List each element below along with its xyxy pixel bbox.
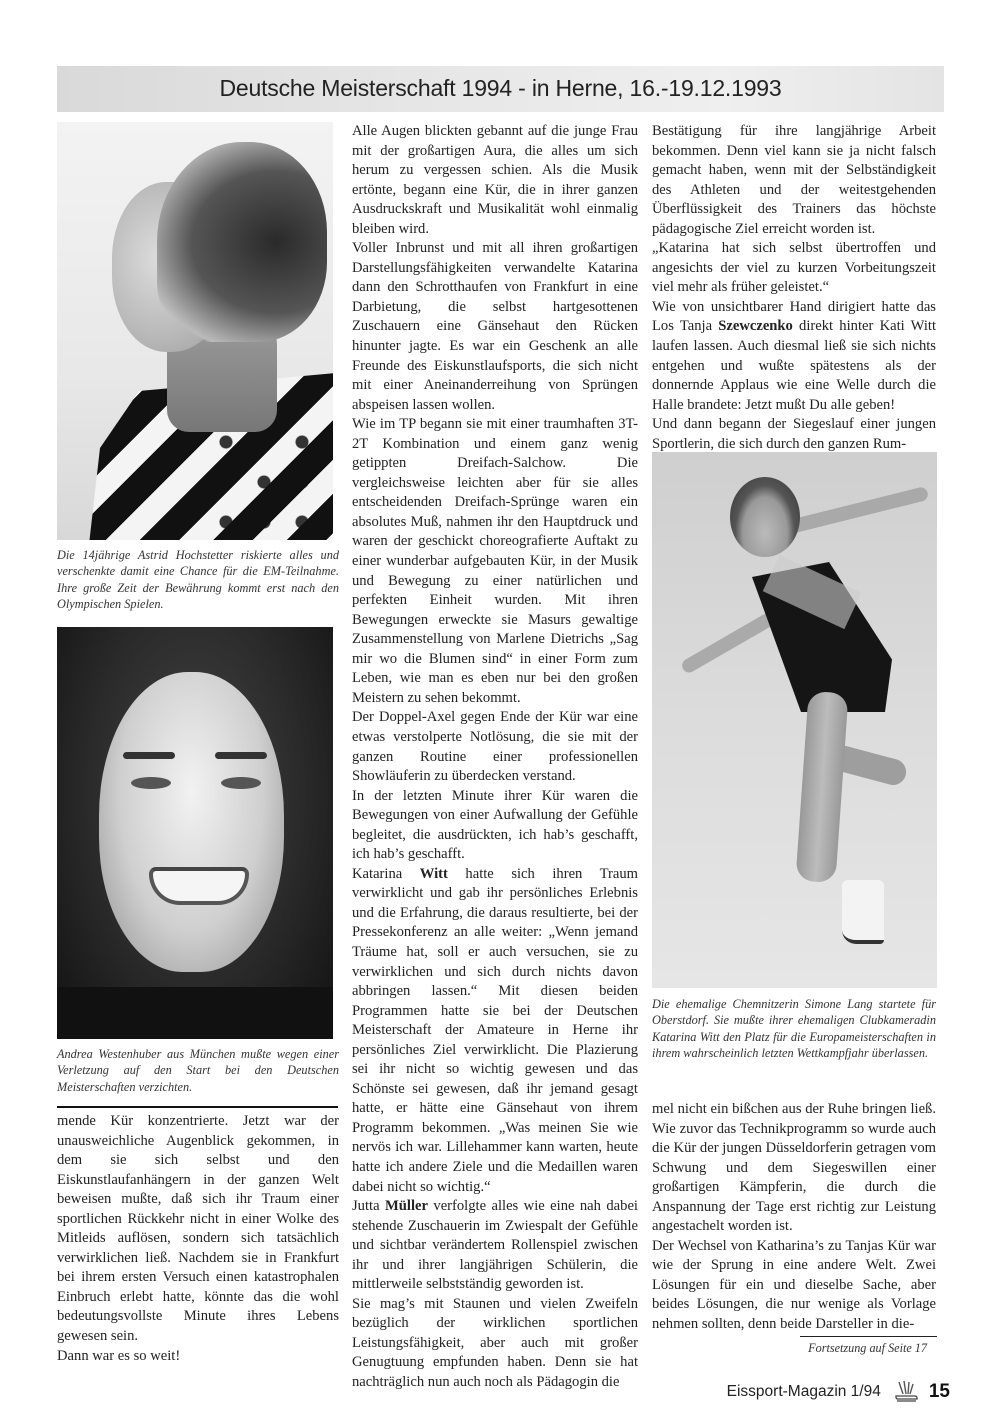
continuation-note: Fortsetzung auf Seite 17 xyxy=(808,1341,927,1355)
photo-detail-leg xyxy=(795,691,848,883)
skate-logo-icon xyxy=(893,1380,919,1404)
page-number: 15 xyxy=(928,1381,950,1402)
article-paragraph: Dann war es so weit! xyxy=(57,1347,181,1364)
text: hatte sich ihren Traum verwirklicht und gab ihr persönliches Erlebnis und die Erfahrung, die daraus resultierte, bei der Pressekonferenz an alle weiter: „Wenn jemand Träume hat, soll er auch versuchen, sie zu verwirklichen und sich durch nichts davon abbringen lassen.“ Mit diesen beiden Programmen hatte sie bei der Deutschen Meisterschaft der Amateure in Herne ihr persönliches Ziel verwirklicht. Die Plazierung sei ihr nicht so wichtig gewesen und das Schönste sei gewesen, daß ihr jemand gesagt hatte, er hätte eine Gänsehaut von ihrem Programm bekommen. „Was meinen Sie wie nervös ich war. Lillehammer kann warten, heute hatte ich andere Ziele und die Medaillen waren dabei nicht so wichtig.“ xyxy=(352,865,638,1195)
divider-rule xyxy=(800,1336,937,1337)
name-highlight: Szewczenko xyxy=(718,318,793,335)
article-paragraph: Der Wechsel von Katharina’s zu Tanjas Kür war wie der Sprung in eine andere Welt. Zwei Lösungen für ein und dieselbe Sache, aber beides Lösungen, die nur wenige als Vorlage nehmen sollten, denn beide Darsteller in die- xyxy=(652,1237,936,1333)
header-band xyxy=(57,66,944,112)
text: verfolgte alles wie eine nah dabei stehende Zuschauerin im Zwiespalt der Gefühle und sichtbar verändertem Rollenspiel zwischen ihr und ihrer langjährigen Schülerin, die mittlerweile selbstständig geworden ist. xyxy=(352,1198,638,1293)
photo-astrid-hochstetter xyxy=(57,122,333,540)
article-paragraph: „Katarina hat sich selbst übertroffen und angesichts der viel zu kurzen Vorbeitungszeit viel mehr als früher geleistet.“ xyxy=(652,240,936,296)
article-paragraph: Sie mag’s mit Staunen und vielen Zweifeln bezüglich der wirklichen sportlichen Leistungsfähigkeit, aber auch mit großer Genugtuung empfunden haben. Denn sie hat nachträglich nun auch noch als Pädagogin die xyxy=(352,1295,638,1390)
name-highlight: Witt xyxy=(419,865,448,882)
caption-photo-3: Die ehemalige Chemnitzerin Simone Lang startete für Oberstdorf. Sie mußte ihrer ehemaligen Clubkameradin Katarina Witt den Platz für die Europameisterschaften in ihrem wahrscheinlich letzten Wettkampfjahr überlassen. xyxy=(652,997,936,1061)
photo-detail-face xyxy=(99,672,284,972)
article-column-right-bottom xyxy=(652,1100,936,1335)
photo-detail-shirt xyxy=(57,987,333,1039)
photo-detail-eye xyxy=(221,777,261,789)
text: Katarina xyxy=(352,865,420,882)
article-paragraph xyxy=(352,865,638,1197)
text: direkt hinter Kati Witt laufen lassen. Auch diesmal ließ sie sich nichts entgehen und wußte spätestens als der donnernde Applaus wie eine Welle durch die Halle brandete: Jetzt mußt Du alle geben! xyxy=(652,318,936,413)
photo-simone-lang-skating xyxy=(652,452,937,988)
article-column-middle xyxy=(352,122,638,1393)
photo-detail-head xyxy=(730,477,800,557)
page-title: Deutsche Meisterschaft 1994 - in Herne, 16.-19.12.1993 xyxy=(219,75,782,101)
photo-detail-hair xyxy=(157,142,327,342)
article-paragraph: Und dann begann der Siegeslauf einer jungen Sportlerin, die sich durch den ganzen Rum- xyxy=(652,416,936,452)
article-column-right-top xyxy=(652,122,936,454)
photo-detail-brow xyxy=(123,752,175,759)
magazine-issue: Eissport-Magazin 1/94 xyxy=(726,1383,881,1400)
article-column-left-bottom xyxy=(57,1112,339,1366)
text: Jutta xyxy=(352,1198,385,1215)
photo-andrea-westenhuber xyxy=(57,627,333,1039)
article-paragraph xyxy=(352,1197,638,1295)
article-paragraph: Alle Augen blickten gebannt auf die junge Frau mit der großartigen Aura, die alles um sich herum zu vergessen schien. Als die Musik ertönte, begann eine Kür, die in ihrer ganzen Ausdruckskraft und Musikalität wohl einmalig bleiben wird. xyxy=(352,123,638,237)
article-paragraph: Der Doppel-Axel gegen Ende der Kür war eine etwas verstolperte Notlösung, die sie mit der ganzen Routine einer professionellen Showläuferin zu überdecken verstand. xyxy=(352,709,638,785)
article-paragraph: mel nicht ein bißchen aus der Ruhe bringen ließ. Wie zuvor das Technikprogramm so wurde auch die Kür der jungen Düsseldorferin getragen vom Schwung und dem Siegeswillen einer großartigen Kämpferin, die durch die Anspannung der Tage erst richtig zur Leistung angestachelt worden ist. xyxy=(652,1101,936,1235)
photo-detail-skate xyxy=(842,880,884,944)
photo-detail-mouth xyxy=(149,867,249,905)
article-paragraph: Wie im TP begann sie mit einer traumhaften 3T-2T Kombination und einem ganz wenig getippten Dreifach-Salchow. Die vergleichsweise leichten aber für sie alles entscheidenden Dreifach-Sprünge waren ein absolutes Muß, nahmen ihr den Hauptdruck und waren der geschickt choreografierte Auftakt zu einer wunderbar aufgebauten Kür, in der Musik und Bewegung zu einer natürlichen und perfekten Einheit wurden. Mit ihren Bewegungen erweckte sie Masurs gewaltige Zusammenstellung von Marlene Dietrichs „Sag mir wo die Blumen sind“ in einer Form zum Leben, wie man es eben nur bei den großen Meistern zu sehen bekommt. xyxy=(352,416,638,706)
divider-rule xyxy=(57,1106,338,1108)
article-paragraph: Voller Inbrunst und mit all ihren großartigen Darstellungsfähigkeiten verwandelte Katarina dann den Schrotthaufen von Frankfurt in eine Darbietung, die selbst hartgesottenen Zuschauern eine Gänsehaut den Rücken hinunter jagte. Es war ein Geschenk an alle Freunde des Eiskunstlaufsports, die sich nicht mit einer Aneinanderreihung von Sprüngen abspeisen lassen wollen. xyxy=(352,240,638,413)
text: Wie von unsichtbarer Hand dirigiert hatte das Los Tanja xyxy=(652,298,936,335)
name-highlight: Müller xyxy=(385,1198,428,1215)
photo-detail-brow xyxy=(215,752,267,759)
article-paragraph: In der letzten Minute ihrer Kür waren die Bewegungen von einer Aufwallung der Gefühle begleitet, die ausdrückten, ich hab’s geschafft, ich hab’s geschafft. xyxy=(352,787,638,863)
caption-photo-1: Die 14jährige Astrid Hochstetter riskierte alles und verschenkte damit eine Chance für die EM-Teilnahme. Ihre große Zeit der Bewährung kommt erst nach den Olympischen Spielen. xyxy=(57,548,339,612)
caption-photo-2: Andrea Westenhuber aus München mußte wegen einer Verletzung auf den Start bei den Deutschen Meisterschaften verzichten. xyxy=(57,1047,339,1094)
page-footer xyxy=(727,1380,950,1404)
article-paragraph: mende Kür konzentrierte. Jetzt war der unausweichliche Augenblick gekommen, in dem sie sich selbst und den Eiskunstlaufanhängern in der ganzen Welt beweisen mußte, daß sich ihr Traum einer sportlichen Rückkehr nicht in einer Wolke des Mitleids auflösen, sondern sich tatsächlich verwirklichen ließ. Nachdem sie in Frankfurt bei ihrem ersten Versuch einen katastrophalen Einbruch erlebt hatte, könnte das die wohl bedeutungsvollste Minute ihres Lebens gewesen sein. xyxy=(57,1113,339,1345)
photo-detail-eye xyxy=(131,777,171,789)
article-paragraph: Bestätigung für ihre langjährige Arbeit bekommen. Denn viel kann sie ja nicht falsch gemacht haben, wenn mit der Selbständigkeit des Athleten und der weitestgehenden Überflüssigkeit des Trainers das höchste pädagogische Ziel erreicht worden ist. xyxy=(652,123,936,237)
photo-detail-arm xyxy=(780,486,929,536)
article-paragraph xyxy=(652,298,936,415)
